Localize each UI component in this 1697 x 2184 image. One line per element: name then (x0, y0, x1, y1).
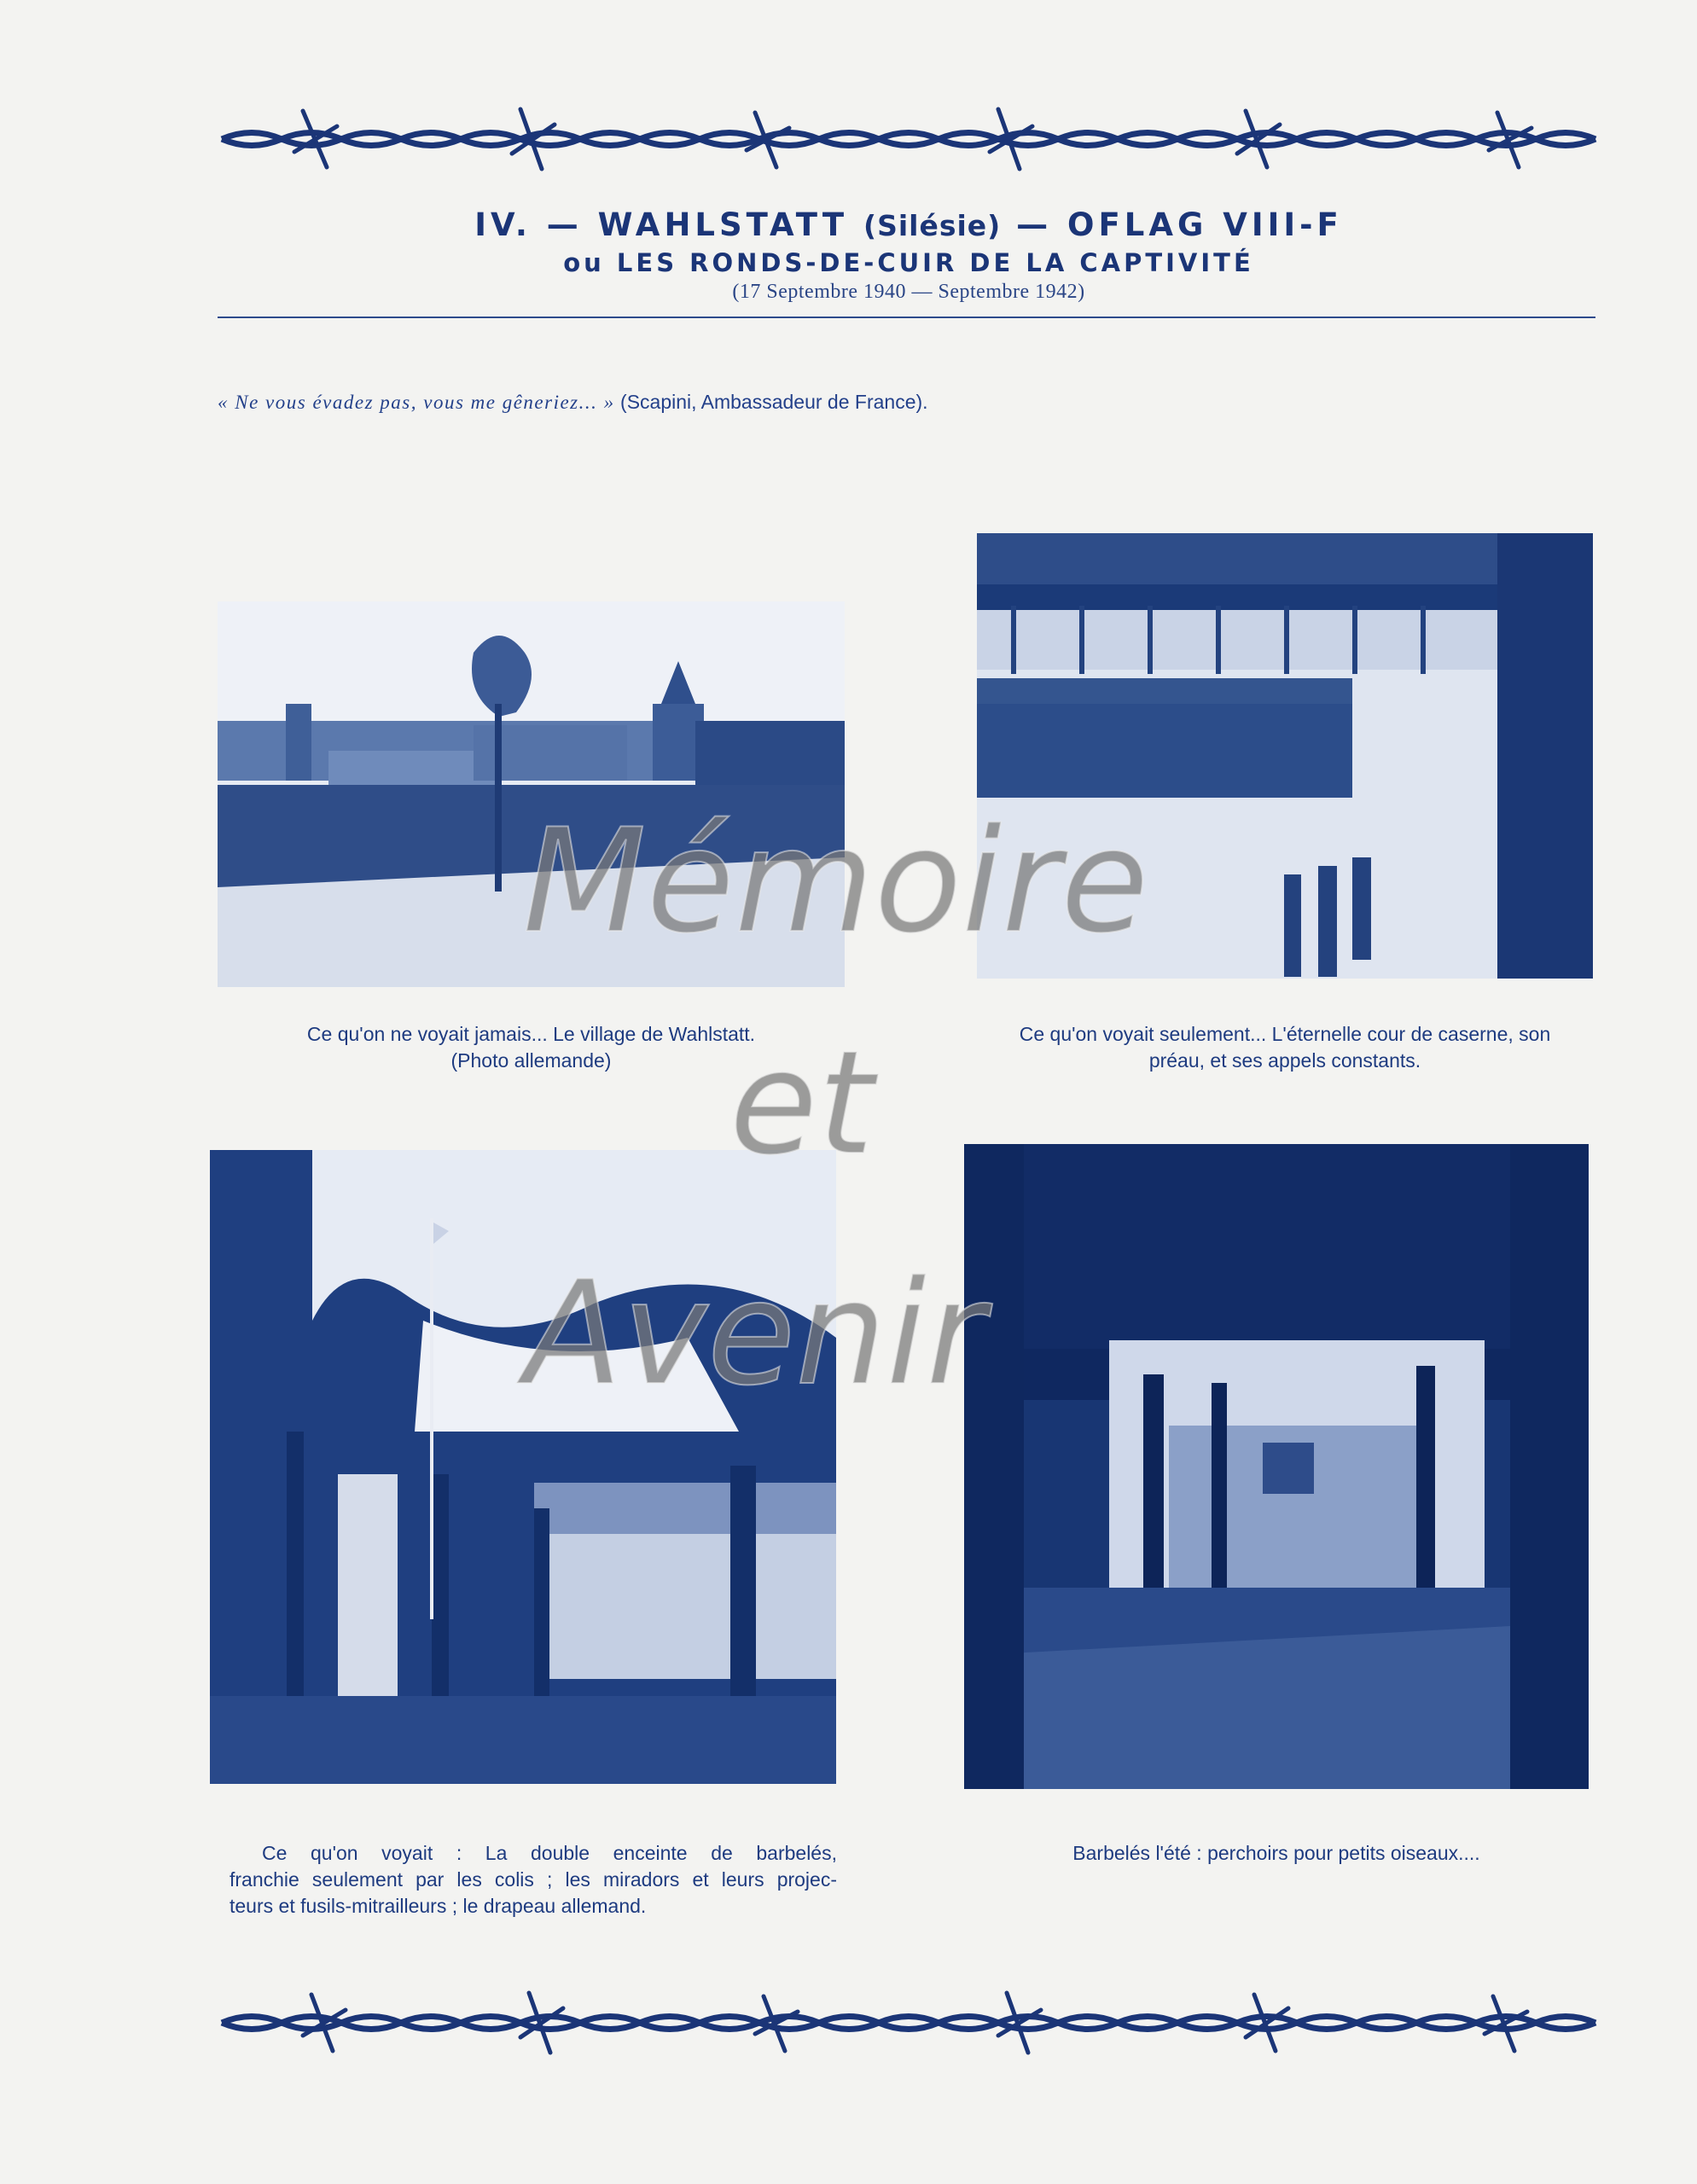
caption-gate-line: franchie seulement par les colis ; les miradors et leurs projec- (230, 1868, 837, 1891)
photo-barbed-summer (964, 1144, 1589, 1789)
watermark-line: Mémoire (522, 798, 1149, 965)
caption-courtyard (977, 1021, 1593, 1074)
caption-gate-line: Ce qu'on voyait : La double enceinte de barbelés, (262, 1842, 837, 1864)
page-title (218, 206, 1600, 243)
title-main: IV. — WAHLSTATT (474, 206, 849, 243)
barbed-wire-bottom-ornament (218, 1984, 1600, 2061)
caption-village (218, 1021, 845, 1074)
watermark-line: et (729, 1019, 875, 1187)
caption-village-line: Ce qu'on ne voyait jamais... Le village de Wahlstatt. (306, 1023, 756, 1045)
caption-village-credit: (Photo allemande) (450, 1049, 612, 1072)
photo-gate (210, 1150, 836, 1784)
barbed-wire-top-ornament (218, 101, 1600, 177)
caption-gate (230, 1840, 837, 1920)
photo-village (218, 601, 845, 987)
caption-gate-line: teurs et fusils-mitrailleurs ; le drapeau allemand. (230, 1895, 647, 1917)
title-region: (Silésie) (863, 209, 1002, 242)
epigraph-quote: « Ne vous évadez pas, vous me gêneriez... » (218, 392, 615, 413)
title-block (218, 206, 1600, 304)
watermark-line: Avenir (524, 1250, 985, 1417)
title-divider (218, 317, 1595, 318)
page-dates: (17 Septembre 1940 — Septembre 1942) (732, 281, 1085, 303)
page-subtitle: ou LES RONDS-DE-CUIR DE LA CAPTIVITÉ (563, 248, 1254, 277)
epigraph (218, 391, 928, 414)
caption-barbed (964, 1840, 1589, 1867)
epigraph-source: (Scapini, Ambassadeur de France). (620, 391, 928, 413)
photo-courtyard (977, 533, 1593, 979)
caption-barbed-line: Barbelés l'été : perchoirs pour petits oiseaux.... (1072, 1842, 1480, 1864)
caption-courtyard-line: Ce qu'on voyait seulement... L'éternelle cour de caserne, son (1019, 1023, 1551, 1045)
title-camp: — OFLAG VIII-F (1016, 206, 1343, 243)
caption-courtyard-line: préau, et ses appels constants. (1148, 1049, 1421, 1072)
